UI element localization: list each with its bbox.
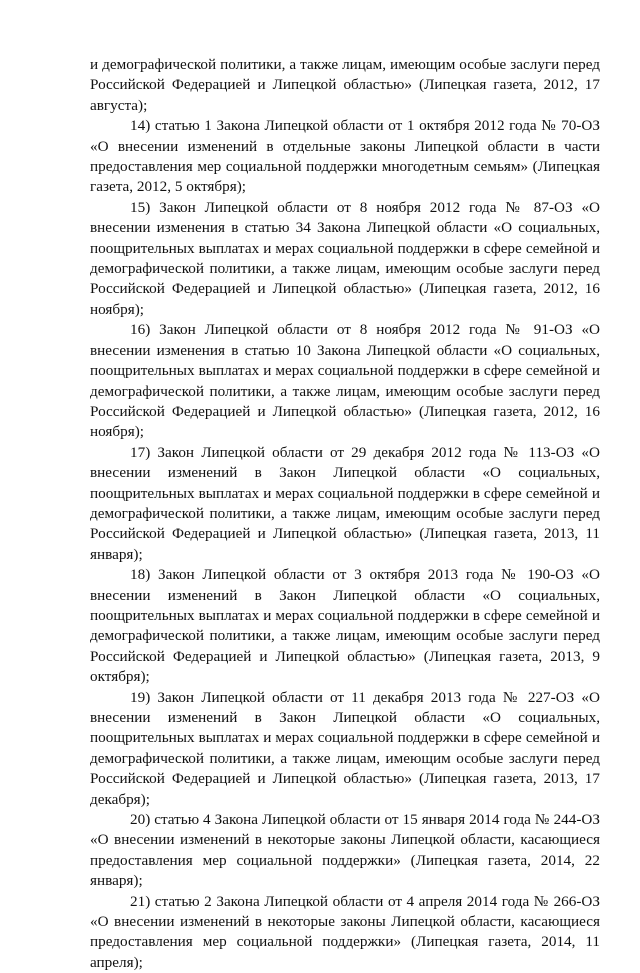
list-item-14: 14) статью 1 Закона Липецкой области от 1 октября 2012 года № 70-ОЗ «О внесении изменений в отдельные законы Липецкой области в части предоставления мер социальной поддержки многодетным семьям» (Липецкая газета, 2012, 5 октября); (90, 117, 600, 196)
list-item-21: 21) статью 2 Закона Липецкой области от 4 апреля 2014 года № 266-ОЗ «О внесении изменений в некоторые законы Липецкой области, касающиеся предоставления мер социальной поддержки» (Липецкая газета, 2014, 11 апреля); (90, 892, 600, 971)
list-item-19: 19) Закон Липецкой области от 11 декабря 2013 года № 227-ОЗ «О внесении изменений в Закон Липецкой области «О социальных, поощрительных выплатах и мерах социальной поддержки в сфере семейной и демографической политики, а также лицам, имеющим особые заслуги перед Российской Федерацией и Липецкой областью» (Липецкая газета, 2013, 17 декабря); (90, 688, 600, 808)
list-item-17: 17) Закон Липецкой области от 29 декабря 2012 года № 113-ОЗ «О внесении изменений в Закон Липецкой области «О социальных, поощрительных выплатах и мерах социальной поддержки в сфере семейной и демографической политики, а также лицам, имеющим особые заслуги перед Российской Федерацией и Липецкой областью» (Липецкая газета, 2013, 11 января); (90, 443, 600, 563)
paragraph-continuation: и демографической политики, а также лицам, имеющим особые заслуги перед Российской Федерацией и Липецкой областью» (Липецкая газета, 2012, 17 августа); (90, 56, 600, 114)
document-page (90, 55, 600, 973)
list-item-15: 15) Закон Липецкой области от 8 ноября 2012 года № 87-ОЗ «О внесении изменения в статью 34 Закона Липецкой области «О социальных, поощрительных выплатах и мерах социальной поддержки в сфере семейной и демографической политики, а также лицам, имеющим особые заслуги перед Российской Федерацией и Липецкой областью» (Липецкая газета, 2012, 16 ноября); (90, 198, 600, 318)
list-item-20: 20) статью 4 Закона Липецкой области от 15 января 2014 года № 244-ОЗ «О внесении изменений в некоторые законы Липецкой области, касающиеся предоставления мер социальной поддержки» (Липецкая газета, 2014, 22 января); (90, 811, 600, 890)
list-item-16: 16) Закон Липецкой области от 8 ноября 2012 года № 91-ОЗ «О внесении изменения в статью 10 Закона Липецкой области «О социальных, поощрительных выплатах и мерах социальной поддержки в сфере семейной и демографической политики, а также лицам, имеющим особые заслуги перед Российской Федерацией и Липецкой областью» (Липецкая газета, 2012, 16 ноября); (90, 321, 600, 441)
list-item-18: 18) Закон Липецкой области от 3 октября 2013 года № 190-ОЗ «О внесении изменений в Закон Липецкой области «О социальных, поощрительных выплатах и мерах социальной поддержки в сфере семейной и демографической политики, а также лицам, имеющим особые заслуги перед Российской Федерацией и Липецкой областью» (Липецкая газета, 2013, 9 октября); (90, 566, 600, 686)
